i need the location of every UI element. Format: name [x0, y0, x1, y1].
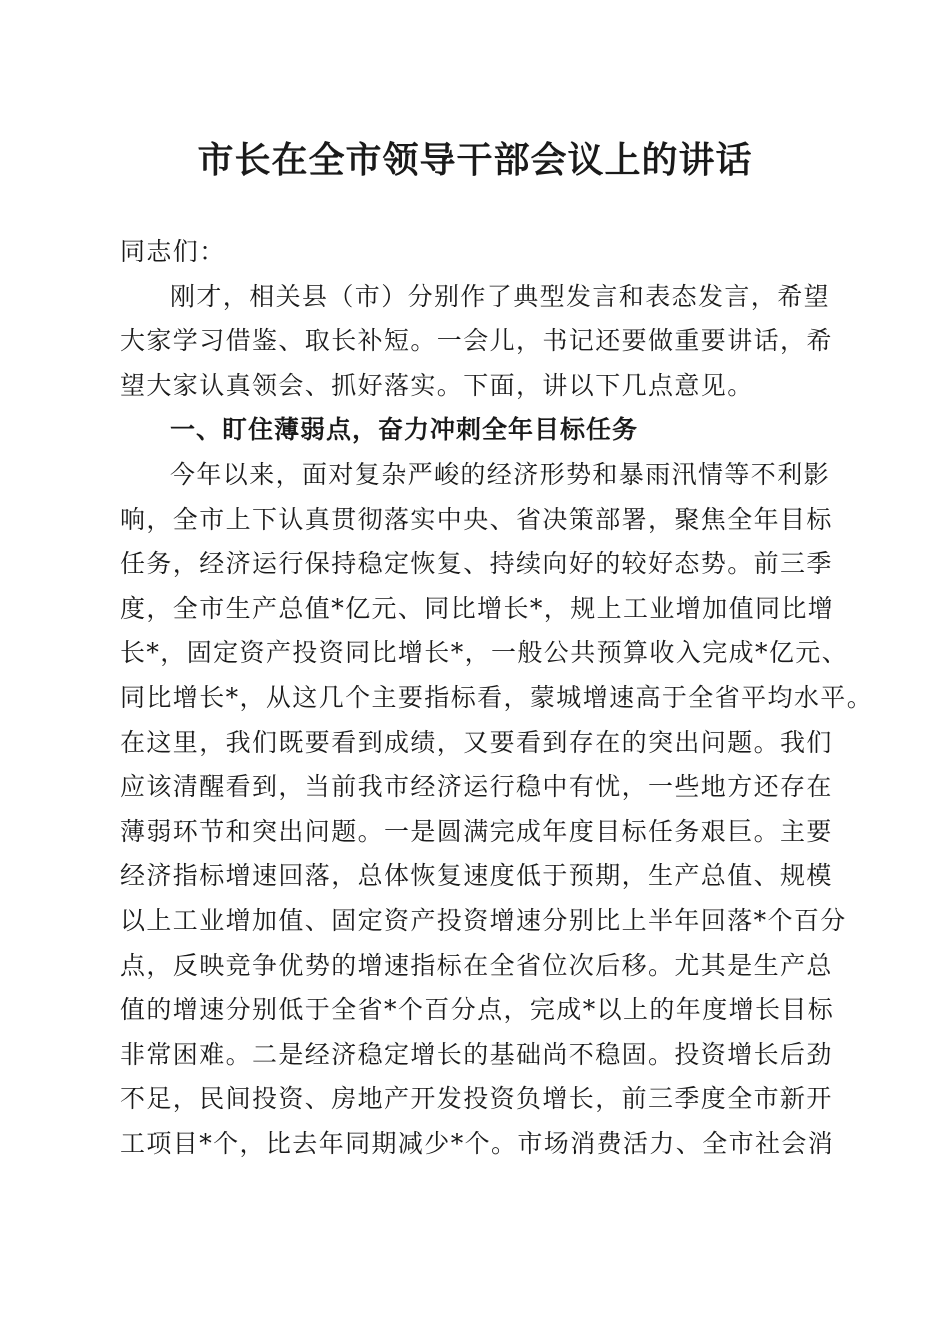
- text-line: 响，全市上下认真贯彻落实中央、省决策部署，聚焦全年目标: [120, 504, 833, 534]
- document-title: 市长在全市领导干部会议上的讲话: [197, 139, 753, 181]
- text-line: 望大家认真领会、抓好落实。下面，讲以下几点意见。: [120, 370, 754, 400]
- text-line: 大家学习借鉴、取长补短。一会儿，书记还要做重要讲话，希: [120, 326, 833, 356]
- document-body: [120, 230, 874, 1166]
- text-line: 度，全市生产总值*亿元、同比增长*，规上工业增加值同比增: [120, 593, 835, 623]
- text-line: 值的增速分别低于全省*个百分点，完成*以上的年度增长目标: [120, 995, 835, 1025]
- text-line: 不足，民间投资、房地产开发投资负增长，前三季度全市新开: [120, 1084, 833, 1114]
- text-line: 同比增长*，从这几个主要指标看，蒙城增速高于全省平均水平。: [120, 682, 874, 712]
- text-line: 在这里，我们既要看到成绩，又要看到存在的突出问题。我们: [120, 727, 833, 757]
- text-line: 点，反映竞争优势的增速指标在全省位次后移。尤其是生产总: [120, 950, 833, 980]
- text-line: 应该清醒看到，当前我市经济运行稳中有忧，一些地方还存在: [120, 772, 833, 802]
- text-line: 以上工业增加值、固定资产投资增速分别比上半年回落*个百分: [120, 905, 847, 935]
- text-line: 薄弱环节和突出问题。一是圆满完成年度目标任务艰巨。主要: [120, 816, 833, 846]
- text-line: 任务，经济运行保持稳定恢复、持续向好的较好态势。前三季: [120, 549, 833, 579]
- greeting: 同志们：: [120, 237, 226, 266]
- text-line: 非常困难。二是经济稳定增长的基础尚不稳固。投资增长后劲: [120, 1039, 833, 1069]
- text-line: 长*，固定资产投资同比增长*，一般公共预算收入完成*亿元、: [120, 638, 849, 668]
- body-paragraph: [120, 453, 874, 1167]
- text-line: 今年以来，面对复杂严峻的经济形势和暴雨汛情等不利影: [170, 459, 831, 489]
- text-line: 工项目*个，比去年同期减少*个。市场消费活力、全市社会消: [120, 1128, 835, 1158]
- text-line: 刚才，相关县（市）分别作了典型发言和表态发言，希望: [170, 281, 831, 311]
- intro-paragraph: [120, 275, 832, 409]
- text-line: 经济指标增速回落，总体恢复速度低于预期，生产总值、规模: [120, 861, 833, 891]
- section-heading: 一、盯住薄弱点，奋力冲刺全年目标任务: [170, 415, 639, 445]
